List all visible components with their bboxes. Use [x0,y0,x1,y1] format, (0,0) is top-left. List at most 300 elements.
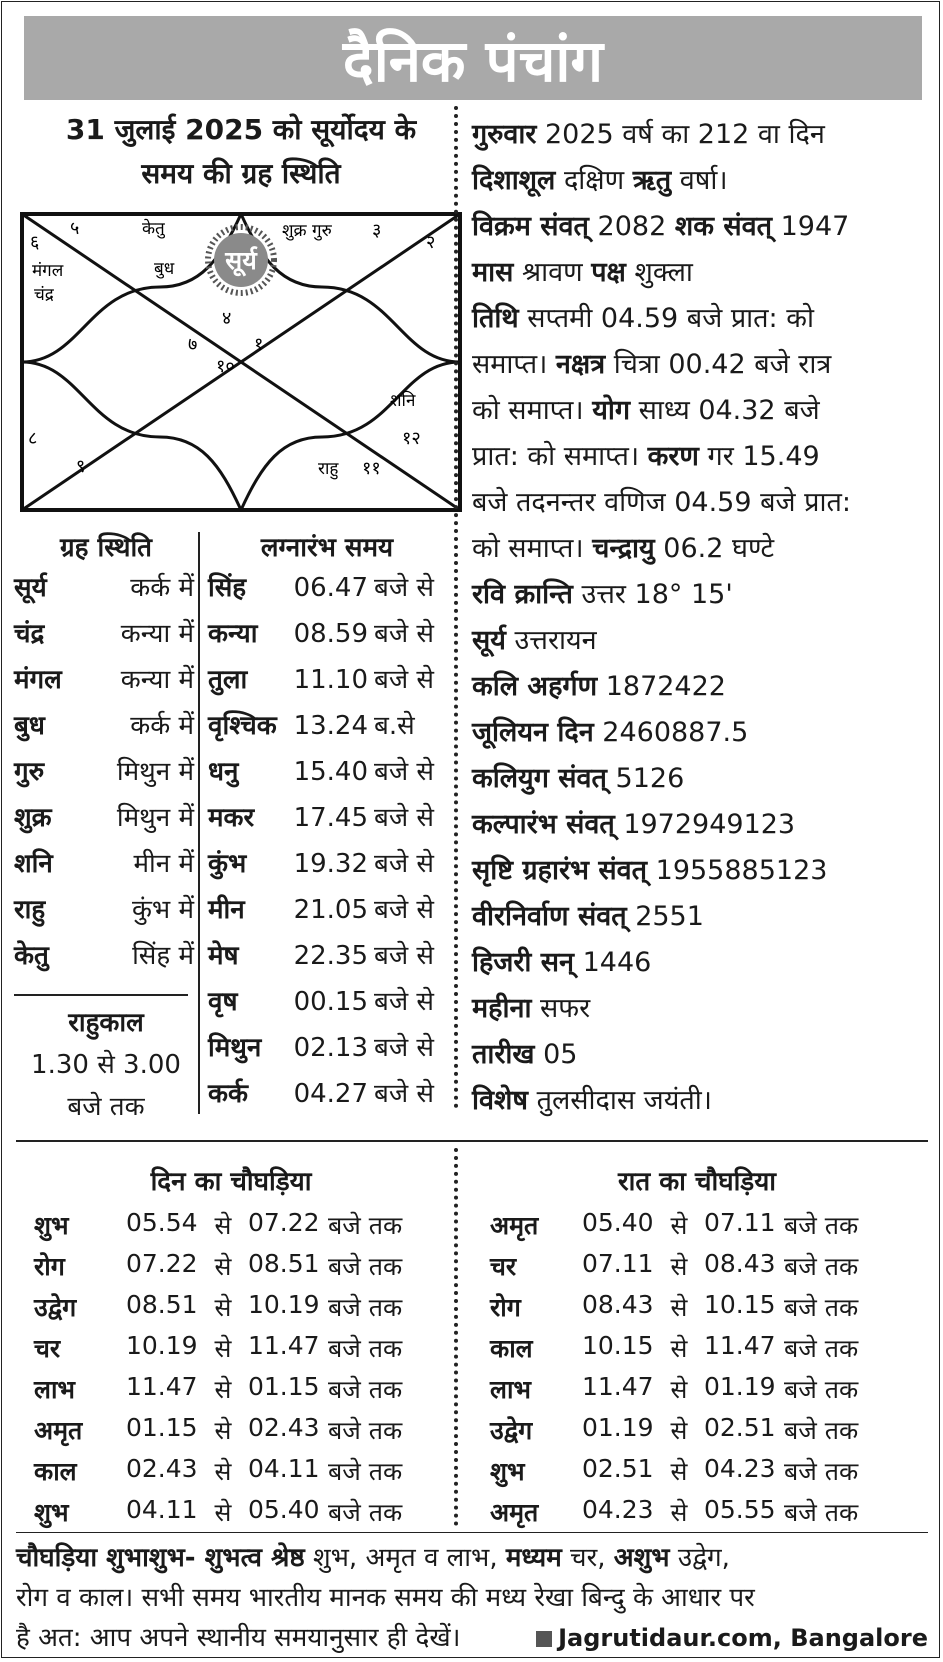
lagna-suffix: बजे से [374,803,434,833]
kundli-chart [20,212,462,512]
choghadiya-name: उद्वेग [490,1416,533,1445]
choghadiya-row [34,1495,428,1529]
choghadiya-row [34,1413,428,1447]
section-divider [16,1140,928,1142]
footer-text: अशुभ [613,1543,670,1573]
house-number: ८ [28,428,38,449]
se-label: से [214,1416,232,1445]
lagna-title: लग्नारंभ समय [260,533,394,563]
choghadiya-name: काल [490,1334,533,1363]
rahukaal-box [14,1002,198,1128]
to-time: 10.19 [248,1290,320,1319]
choghadiya-row [34,1290,428,1324]
detail-label: करण [647,441,699,472]
detail-label: पक्ष [591,257,626,288]
graha-row [14,936,194,972]
detail-value: गर 15.49 [698,441,820,472]
detail-label: वीरनिर्वाण संवत् [472,901,627,932]
to-time: 07.11 [704,1208,776,1237]
detail-label: मास [472,257,514,288]
lagna-suffix: बजे से [374,987,434,1017]
planet-sign: मिथुन में [116,803,194,833]
house-number: ४ [222,308,232,329]
planet-name: केतु [14,941,49,971]
planet-label: बुध [154,259,175,279]
house-number: २ [426,232,436,253]
detail-line [472,710,748,756]
to-time: 04.11 [248,1454,320,1483]
lagna-row [208,798,452,834]
lagna-sign: मकर [208,803,255,833]
planet-name: सूर्य [14,573,47,603]
lagna-suffix: बजे से [374,849,434,879]
rahukaal-suffix: बजे तक [67,1092,145,1122]
planet-label: केतु [142,219,165,239]
till-label: बजे तक [328,1252,403,1281]
lagna-sign: धनु [208,757,239,787]
detail-value: दक्षिण [555,165,633,196]
detail-label: हिजरी सन् [472,947,575,978]
se-label: से [214,1498,232,1527]
to-time: 11.47 [704,1331,776,1360]
planet-sign: कुंभ में [131,895,194,925]
detail-value: शुक्ला [625,257,693,288]
lagna-time: 15.40 [293,757,368,787]
to-time: 05.55 [704,1495,776,1524]
lagna-time: 02.13 [293,1033,368,1063]
lagna-suffix: बजे से [374,941,434,971]
credit-text: Jagrutidaur.com, Bangalore [536,1618,928,1658]
detail-value: 2082 [588,211,675,242]
detail-line [472,526,774,572]
till-label: बजे तक [784,1293,859,1322]
choghadiya-name: उद्वेग [34,1293,77,1322]
choghadiya-row [490,1495,884,1529]
till-label: बजे तक [328,1293,403,1322]
detail-value: 5126 [606,763,685,794]
house-number: १ [254,334,264,355]
till-label: बजे तक [328,1498,403,1527]
choghadiya-name: लाभ [34,1375,76,1404]
choghadiya-row [34,1208,428,1242]
planet-label: मंगल [32,261,64,281]
to-time: 11.47 [248,1331,320,1360]
se-label: से [670,1416,688,1445]
lagna-suffix: बजे से [374,573,434,603]
detail-line [472,1078,712,1124]
till-label: बजे तक [784,1416,859,1445]
from-time: 11.47 [126,1372,198,1401]
till-label: बजे तक [784,1375,859,1404]
detail-line [472,618,597,664]
house-number: ११ [362,458,381,479]
lagna-time: 17.45 [293,803,368,833]
detail-line [472,894,704,940]
lagna-row [208,752,452,788]
detail-value: 2460887.5 [593,717,749,748]
choghadiya-name: शुभ [490,1457,525,1486]
house-number: ७ [188,334,198,355]
footer-note [16,1538,928,1658]
se-label: से [670,1211,688,1240]
detail-label: नक्षत्र [555,349,606,380]
detail-line [472,756,684,802]
footer-text: चर, [561,1543,614,1573]
detail-line [472,848,827,894]
detail-label: गुरुवार [472,119,537,150]
choghadiya-name: अमृत [490,1498,539,1527]
to-time: 05.40 [248,1495,320,1524]
detail-line [472,480,851,526]
table-divider [198,532,200,1114]
se-label: से [670,1293,688,1322]
till-label: बजे तक [784,1334,859,1363]
from-time: 02.51 [582,1454,654,1483]
choghadiya-name: रोग [34,1252,65,1281]
footer-text: उद्वेग, [669,1543,730,1573]
lagna-suffix: बजे से [374,1033,434,1063]
detail-label: कल्पारंभ संवत् [472,809,615,840]
from-time: 07.22 [126,1249,198,1278]
lagna-sign: वृष [208,987,238,1017]
choghadiya-row [34,1331,428,1365]
till-label: बजे तक [328,1457,403,1486]
planet-name: शनि [14,849,53,879]
detail-label: विशेष [472,1085,528,1116]
graha-row [14,706,194,742]
lagna-time: 04.27 [293,1079,368,1109]
till-label: बजे तक [328,1416,403,1445]
lagna-sign: मिथुन [208,1033,262,1063]
detail-label: दिशाशूल [472,165,556,196]
footer-text: मध्यम [505,1543,562,1573]
detail-line [472,250,693,296]
lagna-time: 11.10 [293,665,368,695]
lagna-sign: मीन [208,895,245,925]
to-time: 08.51 [248,1249,320,1278]
rahukaal-title: राहुकाल [68,1008,144,1038]
detail-label: सृष्टि ग्रहारंभ संवत् [472,855,648,886]
choghadiya-row [490,1372,884,1406]
lagna-row [208,706,452,742]
rahukaal-divider [14,994,188,996]
page-title: दैनिक पंचांग [342,26,604,95]
from-time: 04.11 [126,1495,198,1524]
lagna-row [208,660,452,696]
planet-name: मंगल [14,665,62,695]
from-time: 08.51 [126,1290,198,1319]
planet-name: गुरु [14,757,45,787]
from-time: 01.15 [126,1413,198,1442]
lagna-sign: वृश्चिक [208,711,277,741]
detail-label: कलियुग संवत् [472,763,607,794]
footer-line [16,1578,928,1618]
lagna-row [208,982,452,1018]
footer-text: है अत: आप अपने स्थानीय समयानुसार ही देखें। [16,1623,461,1653]
choghadiya-row [34,1249,428,1283]
detail-value: साध्य 04.32 बजे [630,395,820,426]
se-label: से [214,1457,232,1486]
lagna-time: 08.59 [293,619,368,649]
detail-value: को समाप्त। [472,395,593,426]
detail-line [472,1032,577,1078]
planet-name: चंद्र [14,619,45,649]
se-label: से [670,1498,688,1527]
graha-sthiti-title: ग्रह स्थिति [59,533,153,563]
detail-value: 1872422 [597,671,726,702]
detail-value: तुलसीदास जयंती। [527,1085,712,1116]
from-time: 07.11 [582,1249,654,1278]
detail-value: बजे तदनन्तर वणिज 04.59 बजे प्रात: [472,487,851,518]
column-divider [454,106,458,1109]
choghadiya-name: शुभ [34,1498,69,1527]
detail-label: रवि क्रान्ति [472,579,573,610]
se-label: से [214,1293,232,1322]
lagna-suffix: बजे से [374,757,434,787]
detail-label: शक संवत् [674,211,772,242]
detail-line [472,112,825,158]
house-number: ९ [76,456,86,477]
lagna-sign: तुला [208,665,248,695]
to-time: 02.51 [704,1413,776,1442]
square-icon [536,1631,552,1647]
se-label: से [214,1211,232,1240]
detail-label: जूलियन दिन [472,717,594,748]
lagna-suffix: बजे से [374,619,434,649]
choghadiya-divider [454,1148,458,1526]
choghadiya-row [490,1331,884,1365]
to-time: 10.15 [704,1290,776,1319]
footer-text: शुभ, अमृत व लाभ, [304,1543,506,1573]
detail-label: कलि अहर्गण [472,671,598,702]
detail-line [472,664,726,710]
detail-value: 1955885123 [647,855,828,886]
detail-label: योग [592,395,631,426]
footer-text: रोग व काल। सभी समय भारतीय मानक समय की मध्य रेखा बिन्दु के आधार पर [16,1583,755,1613]
detail-value: सफर [531,993,591,1024]
lagna-time: 19.32 [293,849,368,879]
choghadiya-name: चर [490,1252,517,1281]
choghadiya-name: शुभ [34,1211,69,1240]
detail-value: उत्तर 18° 15' [572,579,733,610]
from-time: 01.19 [582,1413,654,1442]
lagna-suffix: बजे से [374,665,434,695]
detail-value: वर्षा। [671,165,728,196]
planet-label: चंद्र [34,285,54,305]
se-label: से [214,1334,232,1363]
lagna-suffix: बजे से [374,895,434,925]
planet-label: शुक्र गुरु [282,221,332,241]
till-label: बजे तक [784,1498,859,1527]
detail-label: महीना [472,993,532,1024]
detail-value: श्रावण [513,257,592,288]
from-time: 10.15 [582,1331,654,1360]
detail-line [472,434,820,480]
detail-label: तारीख [472,1039,535,1070]
choghadiya-row [490,1290,884,1324]
choghadiya-row [490,1208,884,1242]
till-label: बजे तक [328,1334,403,1363]
detail-line [472,296,814,342]
from-time: 04.23 [582,1495,654,1524]
planet-sign: कन्या में [120,619,194,649]
graha-row [14,890,194,926]
detail-value: 1446 [574,947,652,978]
lagna-row [208,890,452,926]
footer-divider [16,1532,928,1533]
detail-value: 2551 [626,901,704,932]
lagna-time: 13.24 [293,711,368,741]
planet-sign: मीन में [133,849,194,879]
planet-name: शुक्र [14,803,52,833]
till-label: बजे तक [784,1211,859,1240]
detail-line [472,572,733,618]
planet-sign: सिंह में [132,941,194,971]
detail-line [472,158,728,204]
detail-value: सप्तमी 04.59 बजे प्रात: को [518,303,814,334]
from-time: 08.43 [582,1290,654,1319]
lagna-row [208,568,452,604]
choghadiya-name: अमृत [490,1211,539,1240]
from-time: 05.54 [126,1208,198,1237]
detail-label: चन्द्रायु [592,533,655,564]
footer-line [16,1618,928,1658]
choghadiya-name: अमृत [34,1416,83,1445]
graha-row [14,844,194,880]
planet-sign: कर्क में [130,573,194,603]
panchang-page [1,1,940,1658]
graha-row [14,660,194,696]
lagna-row [208,936,452,972]
detail-value: समाप्त। [472,349,556,380]
detail-label: तिथि [472,303,519,334]
detail-value: 06.2 घण्टे [654,533,775,564]
se-label: से [670,1375,688,1404]
house-number: ३ [372,220,382,241]
graha-row [14,614,194,650]
detail-line [472,940,651,986]
detail-value: 05 [534,1039,578,1070]
choghadiya-row [34,1372,428,1406]
se-label: से [670,1334,688,1363]
detail-value: 1972949123 [614,809,796,840]
planet-sign: मिथुन में [116,757,194,787]
till-label: बजे तक [784,1252,859,1281]
planet-name: राहु [14,895,46,925]
from-time: 02.43 [126,1454,198,1483]
graha-row [14,798,194,834]
house-number: १२ [402,428,421,449]
planet-sign: कन्या में [120,665,194,695]
lagna-sign: कन्या [208,619,258,649]
detail-value: 1947 [772,211,850,242]
lagna-time: 22.35 [293,941,368,971]
from-time: 05.40 [582,1208,654,1237]
night-choghadiya-title: रात का चौघड़िया [617,1167,777,1197]
detail-label: विक्रम संवत् [472,211,589,242]
lagna-sign: सिंह [208,573,247,603]
planet-label: राहु [318,459,339,479]
choghadiya-name: लाभ [490,1375,532,1404]
detail-line [472,204,849,250]
choghadiya-row [490,1249,884,1283]
lagna-time: 06.47 [293,573,368,603]
graha-row [14,752,194,788]
till-label: बजे तक [328,1375,403,1404]
to-time: 01.19 [704,1372,776,1401]
se-label: से [670,1457,688,1486]
detail-label: सूर्य [472,625,506,656]
chart-heading-line: समय की ग्रह स्थिति [141,157,341,190]
detail-line [472,986,590,1032]
to-time: 04.23 [704,1454,776,1483]
choghadiya-row [34,1454,428,1488]
se-label: से [670,1252,688,1281]
till-label: बजे तक [784,1457,859,1486]
graha-row [14,568,194,604]
day-choghadiya-title: दिन का चौघड़िया [150,1167,312,1197]
to-time: 01.15 [248,1372,320,1401]
to-time: 08.43 [704,1249,776,1278]
lagna-suffix: बजे से [374,1079,434,1109]
footer-text: चौघड़िया शुभाशुभ- शुभत्व श्रेष्ठ [16,1543,305,1573]
se-label: से [214,1375,232,1404]
chart-heading-line: 31 जुलाई 2025 को सूर्योदय के [65,113,417,146]
lagna-sign: कर्क [208,1079,248,1109]
to-time: 02.43 [248,1413,320,1442]
lagna-sign: मेष [208,941,239,971]
till-label: बजे तक [328,1211,403,1240]
house-number: ५ [70,218,80,239]
se-label: से [214,1252,232,1281]
detail-line [472,342,831,388]
lagna-time: 00.15 [293,987,368,1017]
lagna-row [208,1074,452,1110]
from-time: 11.47 [582,1372,654,1401]
detail-line [472,388,820,434]
detail-value: को समाप्त। [472,533,593,564]
house-number: १० [216,356,235,377]
planet-name: बुध [14,711,45,741]
planet-sign: कर्क में [130,711,194,741]
choghadiya-row [490,1454,884,1488]
chart-heading [16,108,466,196]
from-time: 10.19 [126,1331,198,1360]
rahukaal-time: 1.30 से 3.00 [31,1050,181,1080]
lagna-suffix: ब.से [374,711,415,741]
detail-value: उत्तरायन [505,625,597,656]
lagna-sign: कुंभ [208,849,247,879]
choghadiya-name: रोग [490,1293,521,1322]
to-time: 07.22 [248,1208,320,1237]
footer-line [16,1538,928,1578]
detail-line [472,802,795,848]
planet-label: शनि [390,391,416,411]
sun-label: सूर्य [225,246,257,275]
lagna-row [208,1028,452,1064]
choghadiya-name: चर [34,1334,61,1363]
detail-value: 2025 वर्ष का 212 वा दिन [536,119,825,150]
lagna-row [208,844,452,880]
detail-label: ऋतु [632,165,672,196]
choghadiya-name: काल [34,1457,77,1486]
detail-value: चित्रा 00.42 बजे रात्र [605,349,832,380]
title-banner [24,16,922,100]
detail-value: प्रात: को समाप्त। [472,441,648,472]
choghadiya-row [490,1413,884,1447]
house-number: ६ [30,232,40,253]
lagna-time: 21.05 [293,895,368,925]
